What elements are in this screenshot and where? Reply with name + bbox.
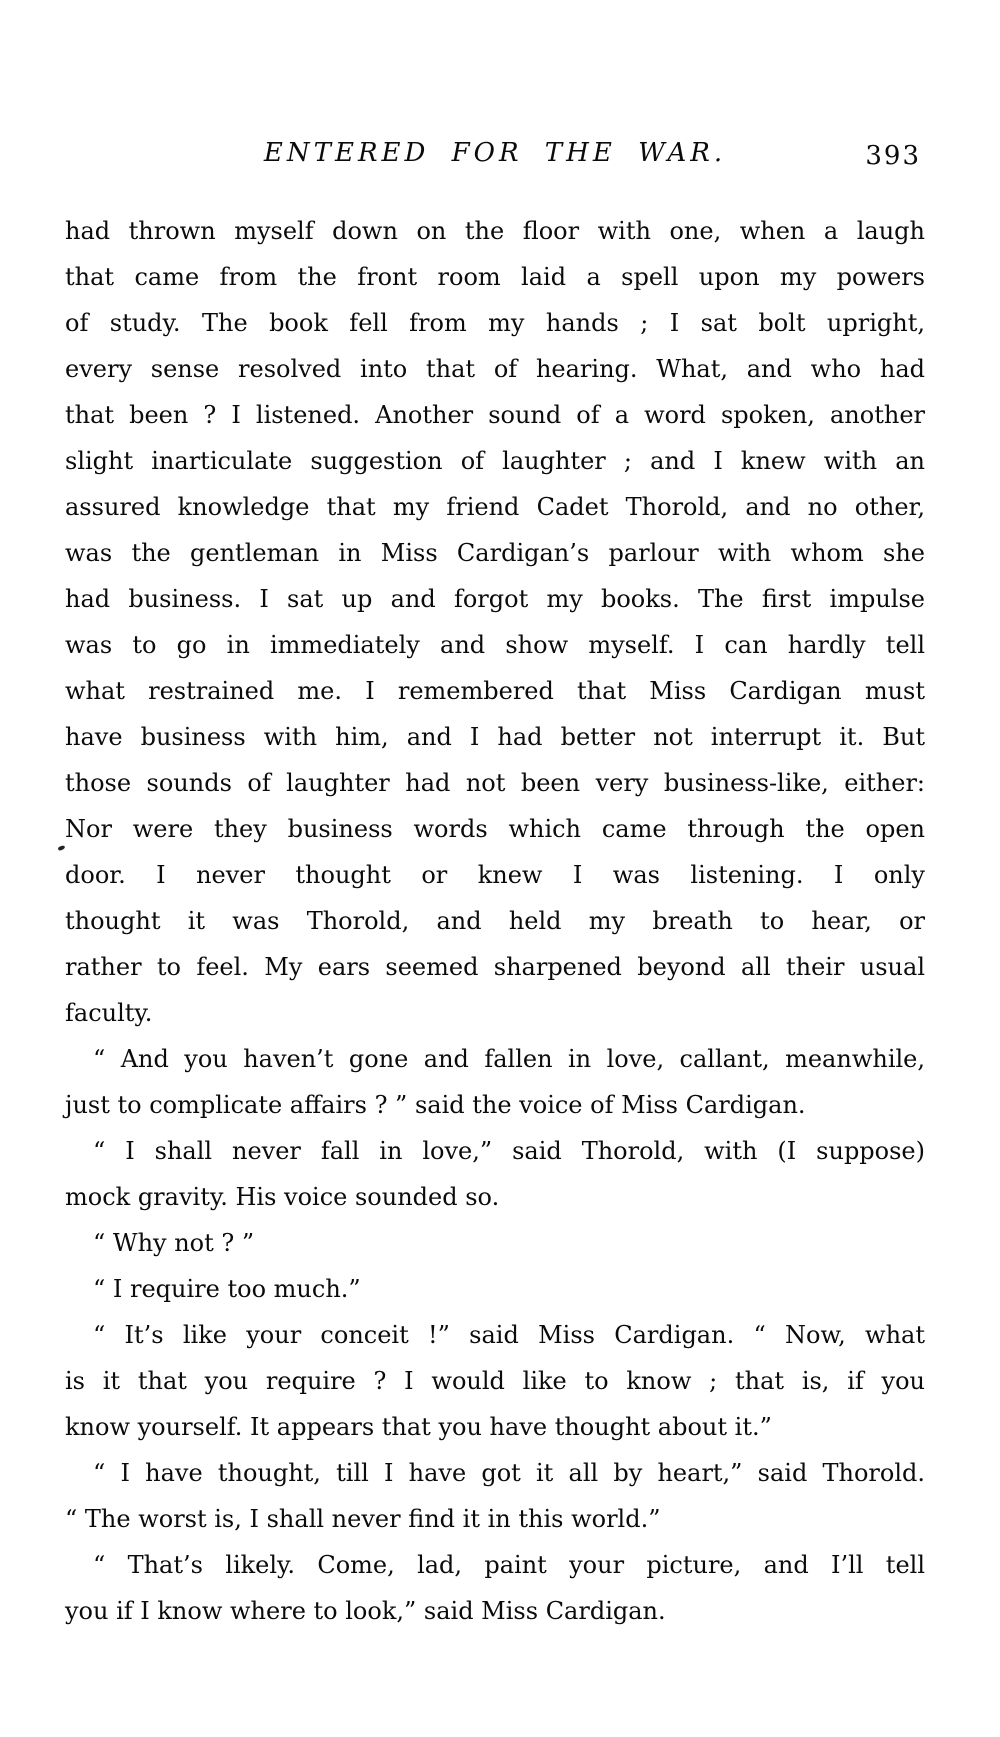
text-line: “ Why not ? ” [93, 1229, 255, 1257]
text-line: thought it was Thorold, and held my breath to hear, or [65, 907, 925, 935]
text-line: “ I have thought, till I have got it all by heart,” said Thorold. [93, 1459, 925, 1487]
text-line: have business with him, and I had better not interrupt it. But [65, 723, 925, 751]
text-line: “ And you haven’t gone and fallen in love, callant, meanwhile, [93, 1045, 925, 1073]
page-header [65, 138, 925, 178]
text-line: “ I require too much.” [93, 1275, 361, 1303]
text-line: know yourself. It appears that you have thought about it.” [65, 1413, 772, 1441]
paragraph [65, 1450, 925, 1542]
paragraph [65, 1266, 925, 1312]
text-line: those sounds of laughter had not been very business-like, either: [65, 769, 925, 797]
text-line: that been ? I listened. Another sound of a word spoken, another [65, 401, 925, 429]
text-line: “ I shall never fall in love,” said Thorold, with (I suppose) [93, 1137, 925, 1165]
text-line: every sense resolved into that of hearing. What, and who had [65, 355, 925, 383]
text-line: is it that you require ? I would like to know ; that is, if you [65, 1367, 925, 1395]
paragraph [65, 1220, 925, 1266]
text-line: was the gentleman in Miss Cardigan’s parlour with whom she [65, 539, 925, 567]
text-line: “ That’s likely. Come, lad, paint your picture, and I’ll tell [93, 1551, 925, 1579]
page-number: 393 [865, 141, 921, 171]
paragraph [65, 1312, 925, 1450]
text-line: just to complicate affairs ? ” said the voice of Miss Cardigan. [65, 1091, 806, 1119]
text-line: slight inarticulate suggestion of laughter ; and I knew with an [65, 447, 925, 475]
text-line: mock gravity. His voice sounded so. [65, 1183, 500, 1211]
paragraph [65, 1542, 925, 1634]
text-line: door. I never thought or knew I was listening. I only [65, 861, 925, 889]
text-line: “ It’s like your conceit !” said Miss Cardigan. “ Now, what [93, 1321, 925, 1349]
paragraph [65, 1036, 925, 1128]
text-line: “ The worst is, I shall never find it in this world.” [65, 1505, 661, 1533]
text-line: faculty. [65, 999, 153, 1027]
text-line: assured knowledge that my friend Cadet Thorold, and no other, [65, 493, 925, 521]
text-line: had thrown myself down on the floor with one, when a laugh [65, 217, 925, 245]
text-line: of study. The book fell from my hands ; I sat bolt upright, [65, 309, 925, 337]
text-line: you if I know where to look,” said Miss Cardigan. [65, 1597, 666, 1625]
paragraph [65, 208, 925, 1036]
page-body [65, 208, 925, 1634]
text-line: rather to feel. My ears seemed sharpened beyond all their usual [65, 953, 925, 981]
text-line: Nor were they business words which came through the open [65, 815, 925, 843]
text-line: had business. I sat up and forgot my books. The first impulse [65, 585, 925, 613]
text-line: what restrained me. I remembered that Miss Cardigan must [65, 677, 925, 705]
running-title: ENTERED FOR THE WAR. [263, 138, 727, 168]
paragraph [65, 1128, 925, 1220]
text-line: was to go in immediately and show myself. I can hardly tell [65, 631, 925, 659]
text-line: that came from the front room laid a spell upon my powers [65, 263, 925, 291]
